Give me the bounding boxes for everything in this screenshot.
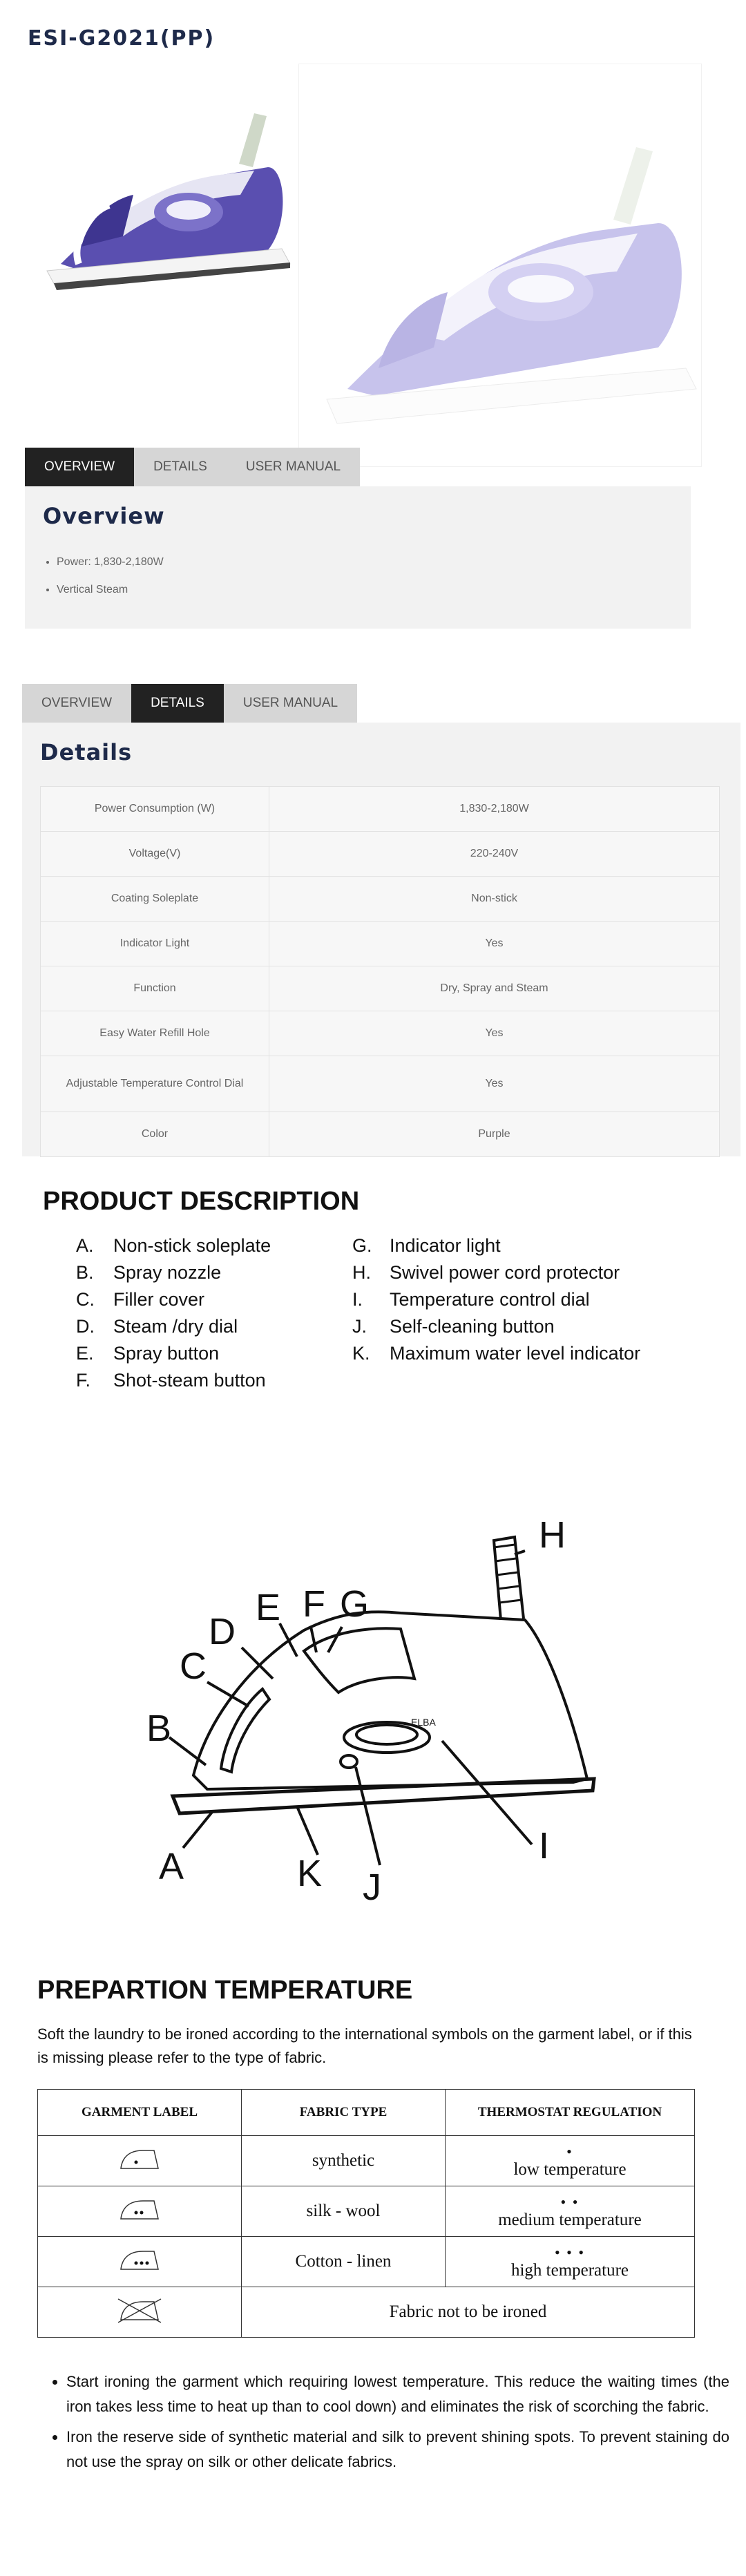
part-text: Shot-steam button [113, 1370, 266, 1391]
part-text: Self-cleaning button [390, 1316, 555, 1337]
garment-iron-icon [115, 2246, 164, 2273]
preparation-title: PREPARTION TEMPERATURE [37, 1976, 413, 2005]
part-item [352, 1286, 698, 1313]
details-table [40, 786, 720, 1157]
details-value: Purple [269, 1112, 720, 1157]
ironing-notes [37, 2369, 729, 2480]
garment-iron-icon [115, 2296, 164, 2324]
part-item [76, 1232, 352, 1259]
part-letter: E. [76, 1343, 94, 1364]
part-text: Filler cover [113, 1289, 205, 1310]
garment-label-cell [38, 2136, 242, 2186]
part-item [76, 1259, 352, 1286]
details-row [41, 1011, 720, 1056]
details-panel [22, 723, 740, 1156]
part-text: Swivel power cord protector [390, 1262, 620, 1283]
details-row [41, 787, 720, 832]
part-text: Non-stick soleplate [113, 1235, 271, 1256]
overview-bullet: • Power: 1,830-2,180W [57, 548, 673, 576]
temperature-row [38, 2237, 695, 2287]
diagram-label-c: C [180, 1645, 207, 1687]
preparation-intro: Soft the laundry to be ironed according to the international symbols on the garment label, or if this is missing please refer to the type of fabric. [37, 2025, 692, 2066]
thermostat-cell [446, 2136, 695, 2186]
diagram-label-j: J [363, 1867, 381, 1908]
part-letter: I. [352, 1289, 363, 1310]
details-key: Function [41, 966, 269, 1011]
part-text: Temperature control dial [390, 1289, 590, 1310]
part-text: Spray nozzle [113, 1262, 222, 1283]
details-row [41, 922, 720, 966]
no-iron-cell: Fabric not to be ironed [242, 2287, 695, 2338]
details-key: Color [41, 1112, 269, 1157]
tab-overview[interactable]: OVERVIEW [25, 448, 134, 486]
overview-list [43, 548, 673, 604]
details-row [41, 1112, 720, 1157]
garment-iron-icon [115, 2195, 164, 2223]
iron-diagram [131, 1471, 615, 1908]
details-key: Indicator Light [41, 922, 269, 966]
product-title: ESI-G2021(PP) [28, 26, 216, 50]
part-item [76, 1367, 352, 1394]
diagram-label-h: H [539, 1514, 566, 1556]
part-item [76, 1313, 352, 1340]
product-description-title: PRODUCT DESCRIPTION [43, 1187, 360, 1216]
thermostat-dots: • • • [554, 2244, 586, 2261]
diagram-label-b: B [146, 1708, 172, 1749]
part-letter: J. [352, 1316, 367, 1337]
details-key: Power Consumption (W) [41, 787, 269, 832]
part-item [76, 1340, 352, 1367]
product-image-zoom[interactable] [298, 64, 702, 467]
product-image-main[interactable] [19, 64, 298, 343]
part-item [352, 1232, 698, 1259]
details-tab-bar [22, 684, 357, 723]
part-letter: C. [76, 1289, 95, 1310]
diagram-label-k: K [297, 1853, 323, 1894]
part-item [352, 1313, 698, 1340]
part-text: Steam /dry dial [113, 1316, 238, 1337]
fabric-type-cell: synthetic [242, 2136, 446, 2186]
fabric-type-cell: silk - wool [242, 2186, 446, 2237]
thermostat-regulation: high temperature [510, 2261, 629, 2280]
part-letter: K. [352, 1343, 370, 1364]
diagram-temp-dial-inner [356, 1725, 417, 1744]
diagram-label-d: D [209, 1611, 236, 1652]
note-item: • Start ironing the garment which requiring lowest temperature. This reduce the waiting times (the iron takes less time to heat up than to cool down) and eliminates the risk of scorching the fabric. [66, 2369, 729, 2419]
temperature-row [38, 2186, 695, 2237]
details-key: Voltage(V) [41, 832, 269, 877]
temperature-table [37, 2089, 695, 2338]
tab-details[interactable]: DETAILS [134, 448, 227, 486]
part-letter: B. [76, 1262, 94, 1283]
details-value: 1,830-2,180W [269, 787, 720, 832]
temperature-row-no-iron [38, 2287, 695, 2338]
thermostat-regulation: medium temperature [498, 2211, 642, 2229]
thermostat-dots: • [566, 2143, 573, 2160]
details-value: Yes [269, 1011, 720, 1056]
part-text: Spray button [113, 1343, 220, 1364]
thermostat-cell [446, 2186, 695, 2237]
overview-tab-bar [25, 448, 360, 486]
thermostat-dots: • • [560, 2193, 580, 2211]
parts-column-right [352, 1232, 698, 1394]
details-row [41, 966, 720, 1011]
details-key: Coating Soleplate [41, 877, 269, 922]
part-letter: D. [76, 1316, 95, 1337]
garment-label-cell [38, 2287, 242, 2338]
diagram-brand-mark: ELBA [411, 1717, 436, 1728]
diagram-self-clean-button [341, 1755, 357, 1768]
overview-panel [25, 486, 691, 629]
part-text: Indicator light [390, 1235, 501, 1256]
header-fabric-type: FABRIC TYPE [242, 2090, 446, 2136]
parts-column-left [76, 1232, 352, 1394]
diagram-cord-protector [494, 1537, 524, 1620]
tab-user-manual[interactable]: USER MANUAL [227, 448, 360, 486]
details-value: Non-stick [269, 877, 720, 922]
part-letter: H. [352, 1262, 371, 1283]
details-row [41, 832, 720, 877]
garment-label-cell [38, 2186, 242, 2237]
note-item: • Iron the reserve side of synthetic material and silk to prevent shining spots. To prevent staining do not use the spray on silk or other delicate fabrics. [66, 2425, 729, 2474]
diagram-label-i: I [539, 1825, 550, 1867]
details-value: Yes [269, 922, 720, 966]
steam-iron-image-zoom [299, 64, 701, 466]
details-key: Easy Water Refill Hole [41, 1011, 269, 1056]
overview-bullet: • Vertical Steam [57, 576, 673, 604]
fabric-type-cell: Cotton - linen [242, 2237, 446, 2287]
diagram-handle-opening [304, 1628, 414, 1692]
details-key: Adjustable Temperature Control Dial [41, 1056, 269, 1112]
details-value: Yes [269, 1056, 720, 1112]
part-letter: A. [76, 1235, 94, 1256]
part-item [76, 1286, 352, 1313]
temperature-row [38, 2136, 695, 2186]
overview-heading: Overview [43, 503, 165, 529]
details-row [41, 877, 720, 922]
part-text: Maximum water level indicator [390, 1343, 641, 1364]
details-value: 220-240V [269, 832, 720, 877]
diagram-label-f: F [303, 1583, 325, 1625]
tab-user-manual[interactable]: USER MANUAL [224, 684, 357, 723]
details-value: Dry, Spray and Steam [269, 966, 720, 1011]
header-garment-label: GARMENT LABEL [38, 2090, 242, 2136]
parts-list [76, 1232, 698, 1394]
garment-iron-icon [115, 2145, 164, 2173]
diagram-label-e: E [256, 1587, 281, 1628]
details-row [41, 1056, 720, 1112]
garment-label-cell [38, 2237, 242, 2287]
tab-overview[interactable]: OVERVIEW [22, 684, 131, 723]
header-thermostat-regulation: THERMOSTAT REGULATION [446, 2090, 695, 2136]
part-item [352, 1340, 698, 1367]
part-letter: F. [76, 1370, 91, 1391]
details-heading: Details [40, 739, 133, 765]
diagram-label-g: G [340, 1583, 370, 1625]
diagram-label-a: A [159, 1846, 184, 1887]
thermostat-regulation: low temperature [513, 2160, 627, 2179]
thermostat-cell [446, 2237, 695, 2287]
part-letter: G. [352, 1235, 372, 1256]
steam-iron-image [19, 64, 298, 343]
part-item [352, 1259, 698, 1286]
tab-details[interactable]: DETAILS [131, 684, 224, 723]
